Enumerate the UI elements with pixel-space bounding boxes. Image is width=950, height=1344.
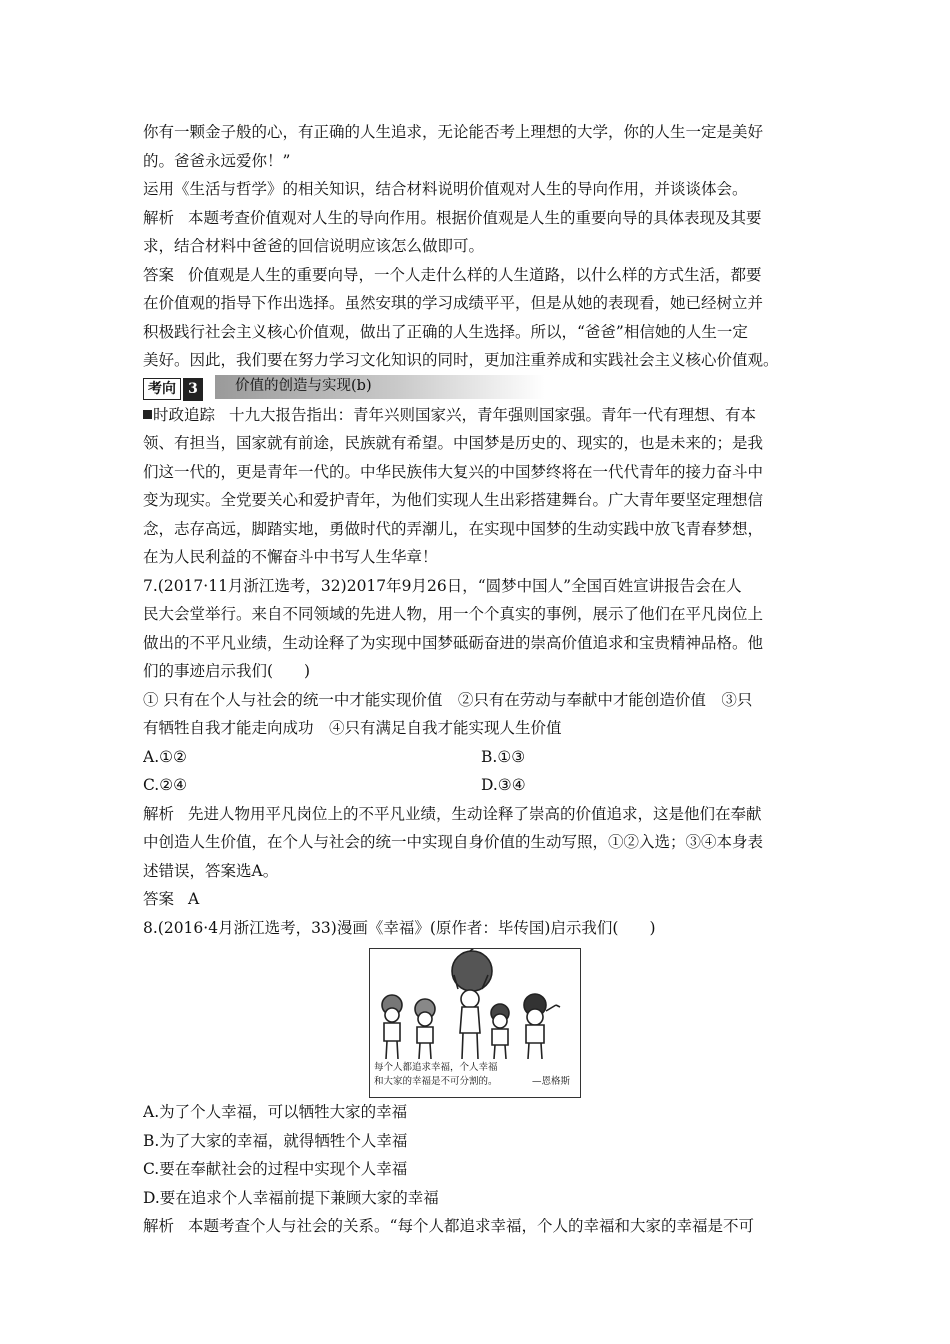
text-line: 述错误，答案选A。 [143, 861, 279, 880]
cartoon-happiness-figure [369, 948, 581, 1098]
q8-stem: 8.(2016·4月浙江选考，33)漫画《幸福》(原作者：毕传国)启示我们( ) [143, 918, 656, 937]
option-b[interactable]: B.为了大家的幸福，就得牺牲个人幸福 [143, 1131, 408, 1150]
q7-options-row [143, 743, 823, 772]
text-line: 运用《生活与哲学》的相关知识，结合材料说明价值观对人生的导向作用，并谈谈体会。 [143, 180, 748, 198]
option-b[interactable]: B.①③ [481, 747, 526, 766]
text-line: 在价值观的指导下作出选择。虽然安琪的学习成绩平平，但是从她的表现看，她已经树立并 [143, 294, 764, 312]
answer-text: A [188, 890, 200, 908]
cartoon-drawing-icon [370, 949, 580, 1061]
section-tag-box [143, 378, 203, 401]
text-line: 在为人民利益的不懈奋斗中书写人生华章！ [143, 548, 438, 566]
section-banner [143, 375, 823, 401]
q7-stem: 7.(2017·11月浙江选考，32)2017年9月26日，“圆梦中国人”全国百姓宣讲报告会在人 [143, 576, 742, 595]
answer-label: 答案 [143, 890, 175, 908]
analysis-label: 解析 [143, 1217, 175, 1235]
section-title: 价值的创造与实现(b) [235, 377, 372, 394]
cartoon-caption-line: 和大家的幸福是不可分割的。 [374, 1076, 498, 1087]
text-line: 念，志存高远，脚踏实地，勇做时代的弄潮儿，在实现中国梦的生动实践中放飞青春梦想， [143, 519, 764, 538]
analysis-label: 解析 [143, 804, 175, 823]
option-c[interactable]: C.要在奉献社会的过程中实现个人幸福 [143, 1160, 408, 1178]
answer-text: 价值观是人生的重要向导，一个人走什么样的人生道路，以什么样的方式生活，都要 [188, 265, 762, 284]
text-line: 领、有担当，国家就有前途，民族就有希望。中国梦是历史的、现实的，也是未来的；是我 [143, 434, 764, 452]
text-line: 的。爸爸永远爱你！” [143, 151, 291, 170]
text-line: 有牺牲自我才能走向成功 ④只有满足自我才能实现人生价值 [143, 719, 562, 737]
q7-analysis [143, 800, 823, 829]
black-square-bullet-icon [143, 410, 152, 419]
text-line: 积极践行社会主义核心价值观，做出了正确的人生选择。所以，“爸爸”相信她的人生一定 [143, 322, 748, 341]
analysis-text: 先进人物用平凡岗位上的不平凡业绩，生动诠释了崇高的价值追求，这是他们在奉献 [188, 804, 762, 823]
option-a[interactable]: A.为了个人幸福，可以牺牲大家的幸福 [143, 1103, 408, 1121]
q8-analysis [143, 1212, 823, 1241]
q7-answer [143, 885, 823, 914]
q7-statements: ① 只有在个人与社会的统一中才能实现价值 ②只有在劳动与奉献中才能创造价值 ③只 [143, 690, 753, 709]
option-d[interactable]: D.③④ [481, 776, 526, 794]
analysis-text: 本题考查个人与社会的关系。“每个人都追求幸福，个人的幸福和大家的幸福是不可 [188, 1217, 754, 1235]
news-label: 时政追踪 [153, 405, 216, 424]
q6-answer [143, 261, 823, 290]
text-line: 你有一颗金子般的心，有正确的人生追求，无论能否考上理想的大学，你的人生一定是美好 [143, 123, 764, 141]
analysis-label: 解析 [143, 208, 175, 227]
section-number: 3 [183, 378, 203, 401]
cartoon-caption [374, 1061, 571, 1089]
text-line: 中创造人生价值，在个人与社会的统一中实现自身价值的生动写照，①②入选；③④本身表 [143, 833, 764, 851]
document-page [143, 118, 823, 1241]
cartoon-caption-line: 每个人都追求幸福，个人幸福 [374, 1062, 498, 1073]
option-d[interactable]: D.要在追求个人幸福前提下兼顾大家的幸福 [143, 1188, 439, 1207]
news-text: 十九大报告指出：青年兴则国家兴，青年强则国家强。青年一代有理想、有本 [229, 405, 757, 424]
text-line: 做出的不平凡业绩，生动诠释了为实现中国梦砥砺奋进的崇高价值追求和宝贵精神品格。他 [143, 633, 764, 652]
q7-options-row [143, 771, 823, 800]
section-tag: 考向 [143, 378, 181, 400]
text-line: 们的事迹启示我们( ) [143, 662, 311, 680]
text-line: 变为现实。全党要关心和爱护青年，为他们实现人生出彩搭建舞台。广大青年要坚定理想信 [143, 491, 764, 509]
news-line [143, 401, 823, 430]
answer-label: 答案 [143, 265, 175, 284]
text-line: 美好。因此，我们要在努力学习文化知识的同时，更加注重养成和实践社会主义核心价值观。 [143, 351, 779, 369]
cartoon-author: —恩格斯 [532, 1076, 571, 1087]
q6-analysis [143, 204, 823, 233]
option-a[interactable]: A.①② [143, 747, 187, 766]
text-line: 民大会堂举行。来自不同领域的先进人物，用一个个真实的事例，展示了他们在平凡岗位上 [143, 605, 764, 623]
text-line: 求，结合材料中爸爸的回信说明应该怎么做即可。 [143, 237, 485, 255]
option-c[interactable]: C.②④ [143, 776, 188, 794]
analysis-text: 本题考查价值观对人生的导向作用。根据价值观是人生的重要向导的具体表现及其要 [188, 208, 762, 227]
text-line: 们这一代的，更是青年一代的。中华民族伟大复兴的中国梦终将在一代代青年的接力奋斗中 [143, 462, 764, 481]
